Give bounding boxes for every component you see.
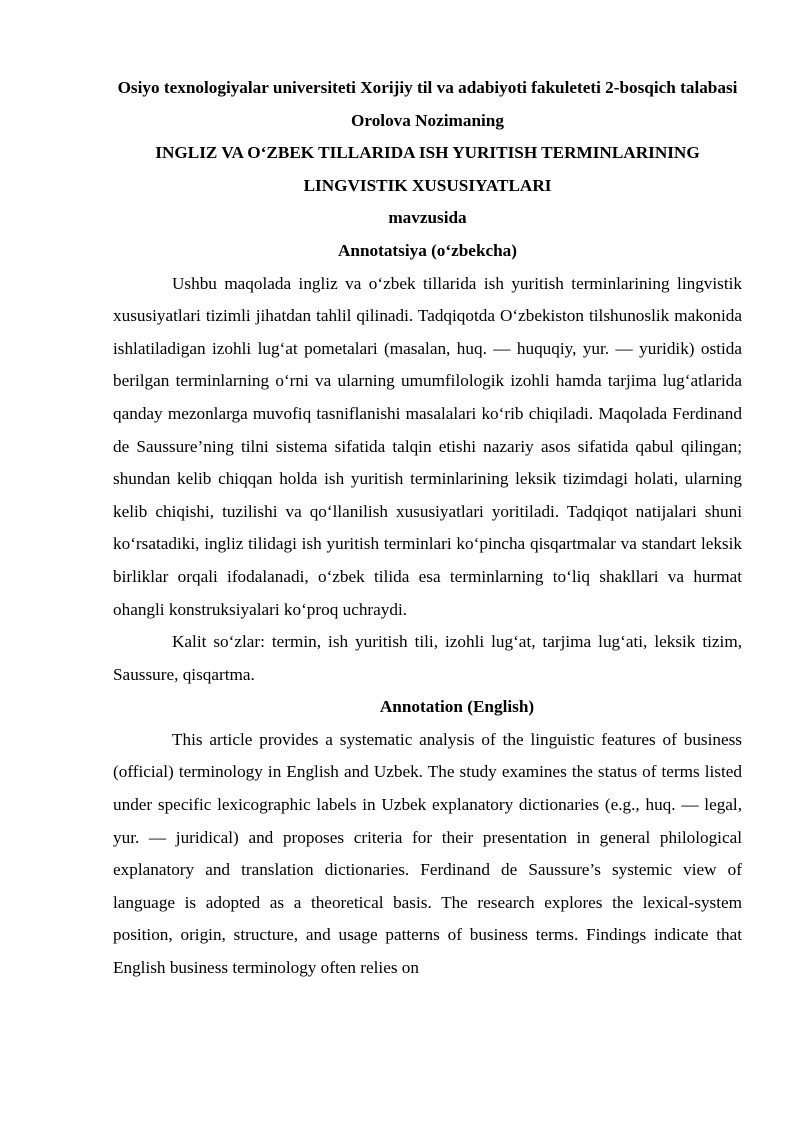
author-affiliation: Osiyo texnologiyalar universiteti Xorijiy til va adabiyoti fakuleteti 2-bosqich talabasi Orolova Nozimaning	[117, 78, 738, 130]
article-title: INGLIZ VA O‘ZBEK TILLARIDA ISH YURITISH TERMINLARINING LINGVISTIK XUSUSIYATLARI	[155, 143, 700, 195]
en-annotation-heading: Annotation (English)	[379, 697, 535, 717]
document-page	[113, 72, 742, 985]
en-annotation-body: This article provides a systematic analysis of the linguistic features of business (official) terminology in English and Uzbek. The study examines the status of terms listed under specific lexicographic labels in Uzbek explanatory dictionaries (e.g., huq. — legal, yur. — juridical) and proposes criteria for their presentation in general philological explanatory and translation dictionaries. Ferdinand de Saussure’s systemic view of language is adopted as a theoretical basis. The research explores the lexical-system position, origin, structure, and usage patterns of business terms. Findings indicate that English business terminology often relies on	[113, 729, 742, 978]
uz-annotation-body: Ushbu maqolada ingliz va o‘zbek tillarida ish yuritish terminlarining lingvistik xususiyatlari tizimli jihatdan tahlil qilinadi. Tadqiqotda O‘zbekiston tilshunoslik makonida ishlatiladigan izohli lug‘at pometalari (masalan, huq. — huquqiy, yur. — yuridik) ostida berilgan terminlarning o‘rni va ularning umumfilologik izohli hamda tarjima lug‘atlarida qanday mezonlarga muvofiq tasniflanishi masalalari ko‘rib chiqiladi. Maqolada Ferdinand de Saussure’ning tilni sistema sifatida talqin etishi nazariy asos sifatida qabul qilingan; shundan kelib chiqqan holda ish yuritish terminlarining leksik tizimdagi holati, ularning kelib chiqishi, tuzilishi va qo‘llanilish xususiyatlari yoritiladi. Tadqiqot natijalari shuni ko‘rsatadiki, ingliz tilidagi ish yuritish terminlari ko‘pincha qisqartmalar va standart leksik birliklar orqali ifodalanadi, o‘zbek tilida esa terminlarning to‘liq shakllari va hurmat ohangli konstruksiyalari ko‘proq uchraydi.	[113, 273, 742, 619]
article-subtitle: mavzusida	[388, 208, 467, 228]
uz-annotation-heading: Annotatsiya (o‘zbekcha)	[337, 240, 518, 260]
uz-keywords: Kalit so‘zlar: termin, ish yuritish tili, izohli lug‘at, tarjima lug‘ati, leksik tizim, Saussure, qisqartma.	[113, 632, 742, 684]
